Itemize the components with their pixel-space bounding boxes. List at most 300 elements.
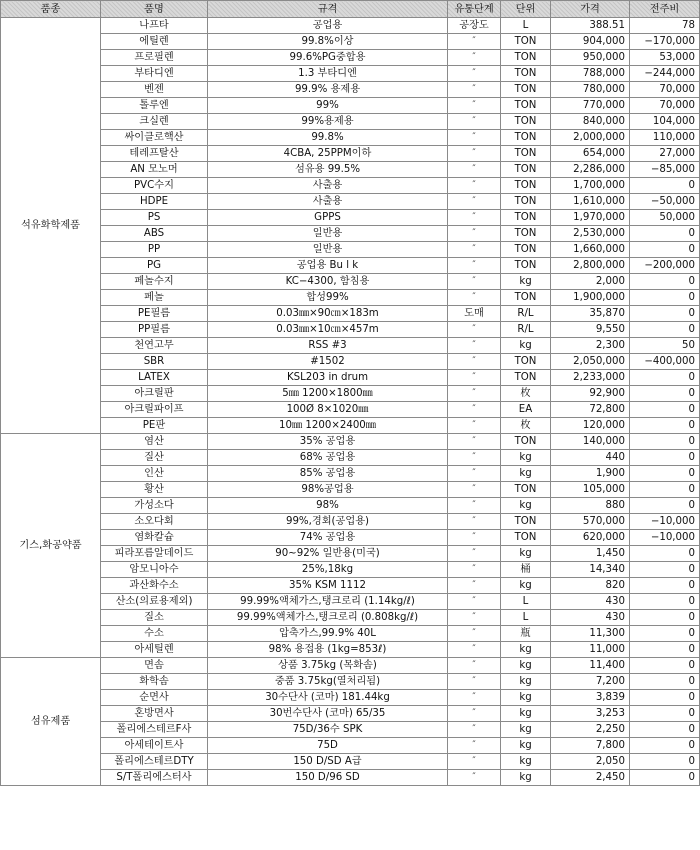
distribution-cell: ″ bbox=[448, 450, 501, 466]
unit-cell: TON bbox=[501, 354, 551, 370]
table-row bbox=[1, 322, 700, 338]
unit-cell: kg bbox=[501, 546, 551, 562]
table-row bbox=[1, 546, 700, 562]
price-cell: 1,700,000 bbox=[551, 178, 630, 194]
distribution-cell: ″ bbox=[448, 466, 501, 482]
table-row bbox=[1, 34, 700, 50]
price-cell: 1,900 bbox=[551, 466, 630, 482]
price-cell: 2,000,000 bbox=[551, 130, 630, 146]
table-row bbox=[1, 738, 700, 754]
spec-cell: 상품 3.75kg (목화솜) bbox=[208, 658, 448, 674]
price-cell: 2,300 bbox=[551, 338, 630, 354]
table-row bbox=[1, 722, 700, 738]
weekly-change-cell: −400,000 bbox=[630, 354, 700, 370]
price-cell: 770,000 bbox=[551, 98, 630, 114]
weekly-change-cell: 110,000 bbox=[630, 130, 700, 146]
weekly-change-cell: 0 bbox=[630, 434, 700, 450]
weekly-change-cell: 0 bbox=[630, 466, 700, 482]
item-name-cell: 크실렌 bbox=[101, 114, 208, 130]
price-cell: 1,900,000 bbox=[551, 290, 630, 306]
distribution-cell: ″ bbox=[448, 402, 501, 418]
spec-cell: 90~92% 일반용(미국) bbox=[208, 546, 448, 562]
table-row bbox=[1, 274, 700, 290]
distribution-cell: ″ bbox=[448, 66, 501, 82]
table-row bbox=[1, 418, 700, 434]
weekly-change-cell: −244,000 bbox=[630, 66, 700, 82]
item-name-cell: 염화칼슘 bbox=[101, 530, 208, 546]
item-name-cell: 산소(의료용제외) bbox=[101, 594, 208, 610]
price-cell: 2,000 bbox=[551, 274, 630, 290]
spec-cell: 99.8%이상 bbox=[208, 34, 448, 50]
header-category: 품종 bbox=[1, 1, 101, 18]
item-name-cell: 프로필렌 bbox=[101, 50, 208, 66]
weekly-change-cell: 0 bbox=[630, 562, 700, 578]
item-name-cell: PE필름 bbox=[101, 306, 208, 322]
spec-cell: 사출용 bbox=[208, 178, 448, 194]
distribution-cell: ″ bbox=[448, 610, 501, 626]
price-cell: 840,000 bbox=[551, 114, 630, 130]
table-body bbox=[1, 18, 700, 786]
price-cell: 430 bbox=[551, 594, 630, 610]
unit-cell: kg bbox=[501, 690, 551, 706]
item-name-cell: 과산화수소 bbox=[101, 578, 208, 594]
item-name-cell: 가성소다 bbox=[101, 498, 208, 514]
category-cell: 섬유제품 bbox=[1, 658, 101, 786]
item-name-cell: PG bbox=[101, 258, 208, 274]
distribution-cell: ″ bbox=[448, 226, 501, 242]
price-cell: 2,050 bbox=[551, 754, 630, 770]
spec-cell: 일반용 bbox=[208, 226, 448, 242]
spec-cell: 30번수단사 (코마) 65/35 bbox=[208, 706, 448, 722]
table-row bbox=[1, 242, 700, 258]
spec-cell: 75D bbox=[208, 738, 448, 754]
price-cell: 2,450 bbox=[551, 770, 630, 786]
spec-cell: 99.99%액체가스,탱크로리 (1.14kg/ℓ) bbox=[208, 594, 448, 610]
price-cell: 2,800,000 bbox=[551, 258, 630, 274]
header-spec: 규격 bbox=[208, 1, 448, 18]
table-row bbox=[1, 674, 700, 690]
weekly-change-cell: 0 bbox=[630, 594, 700, 610]
weekly-change-cell: 70,000 bbox=[630, 82, 700, 98]
table-row bbox=[1, 450, 700, 466]
unit-cell: kg bbox=[501, 338, 551, 354]
spec-cell: 압축가스,99.9% 40L bbox=[208, 626, 448, 642]
weekly-change-cell: −10,000 bbox=[630, 514, 700, 530]
item-name-cell: 질소 bbox=[101, 610, 208, 626]
price-cell: 1,970,000 bbox=[551, 210, 630, 226]
distribution-cell: ″ bbox=[448, 82, 501, 98]
table-row bbox=[1, 162, 700, 178]
distribution-cell: ″ bbox=[448, 578, 501, 594]
price-cell: 1,610,000 bbox=[551, 194, 630, 210]
spec-cell: 일반용 bbox=[208, 242, 448, 258]
unit-cell: kg bbox=[501, 738, 551, 754]
price-cell: 35,870 bbox=[551, 306, 630, 322]
distribution-cell: ″ bbox=[448, 706, 501, 722]
distribution-cell: ″ bbox=[448, 146, 501, 162]
unit-cell: kg bbox=[501, 450, 551, 466]
weekly-change-cell: 0 bbox=[630, 738, 700, 754]
unit-cell: kg bbox=[501, 770, 551, 786]
item-name-cell: PVC수지 bbox=[101, 178, 208, 194]
item-name-cell: HDPE bbox=[101, 194, 208, 210]
item-name-cell: PE판 bbox=[101, 418, 208, 434]
unit-cell: kg bbox=[501, 754, 551, 770]
table-row bbox=[1, 50, 700, 66]
header-price: 가격 bbox=[551, 1, 630, 18]
unit-cell: TON bbox=[501, 514, 551, 530]
weekly-change-cell: −10,000 bbox=[630, 530, 700, 546]
item-name-cell: 싸이클로핵산 bbox=[101, 130, 208, 146]
unit-cell: 瓶 bbox=[501, 626, 551, 642]
distribution-cell: ″ bbox=[448, 498, 501, 514]
spec-cell: 99.8% bbox=[208, 130, 448, 146]
item-name-cell: 아세테이트사 bbox=[101, 738, 208, 754]
price-cell: 2,250 bbox=[551, 722, 630, 738]
weekly-change-cell: 0 bbox=[630, 242, 700, 258]
distribution-cell: ″ bbox=[448, 562, 501, 578]
distribution-cell: ″ bbox=[448, 194, 501, 210]
header-distribution: 유통단계 bbox=[448, 1, 501, 18]
item-name-cell: 페놀 bbox=[101, 290, 208, 306]
item-name-cell: 폴리에스테르DTY bbox=[101, 754, 208, 770]
distribution-cell: ″ bbox=[448, 130, 501, 146]
unit-cell: TON bbox=[501, 50, 551, 66]
distribution-cell: ″ bbox=[448, 322, 501, 338]
distribution-cell: ″ bbox=[448, 434, 501, 450]
price-cell: 11,300 bbox=[551, 626, 630, 642]
table-row bbox=[1, 498, 700, 514]
distribution-cell: ″ bbox=[448, 354, 501, 370]
spec-cell: 99.6%PG중합용 bbox=[208, 50, 448, 66]
spec-cell: 합성99% bbox=[208, 290, 448, 306]
price-cell: 92,900 bbox=[551, 386, 630, 402]
table-row bbox=[1, 530, 700, 546]
weekly-change-cell: 70,000 bbox=[630, 98, 700, 114]
table-row bbox=[1, 194, 700, 210]
table-row bbox=[1, 98, 700, 114]
spec-cell: 30수단사 (코마) 181.44kg bbox=[208, 690, 448, 706]
distribution-cell: ″ bbox=[448, 50, 501, 66]
table-row bbox=[1, 642, 700, 658]
category-cell: 기스,화공약품 bbox=[1, 434, 101, 658]
table-row bbox=[1, 226, 700, 242]
item-name-cell: 부타디엔 bbox=[101, 66, 208, 82]
distribution-cell: ″ bbox=[448, 178, 501, 194]
weekly-change-cell: 0 bbox=[630, 498, 700, 514]
distribution-cell: ″ bbox=[448, 530, 501, 546]
price-cell: 1,450 bbox=[551, 546, 630, 562]
distribution-cell: ″ bbox=[448, 338, 501, 354]
price-cell: 140,000 bbox=[551, 434, 630, 450]
distribution-cell: ″ bbox=[448, 370, 501, 386]
item-name-cell: 아세틸렌 bbox=[101, 642, 208, 658]
distribution-cell: ″ bbox=[448, 738, 501, 754]
item-name-cell: 벤젠 bbox=[101, 82, 208, 98]
distribution-cell: ″ bbox=[448, 290, 501, 306]
item-name-cell: PP필름 bbox=[101, 322, 208, 338]
weekly-change-cell: 0 bbox=[630, 770, 700, 786]
distribution-cell: ″ bbox=[448, 482, 501, 498]
spec-cell: 0.03㎜×10㎝×457m bbox=[208, 322, 448, 338]
table-row bbox=[1, 290, 700, 306]
weekly-change-cell: −85,000 bbox=[630, 162, 700, 178]
item-name-cell: PP bbox=[101, 242, 208, 258]
distribution-cell: ″ bbox=[448, 98, 501, 114]
weekly-change-cell: 0 bbox=[630, 610, 700, 626]
spec-cell: #1502 bbox=[208, 354, 448, 370]
table-row bbox=[1, 434, 700, 450]
unit-cell: TON bbox=[501, 146, 551, 162]
spec-cell: 98% bbox=[208, 498, 448, 514]
price-cell: 72,800 bbox=[551, 402, 630, 418]
item-name-cell: 질산 bbox=[101, 450, 208, 466]
distribution-cell: ″ bbox=[448, 722, 501, 738]
spec-cell: 섬유용 99.5% bbox=[208, 162, 448, 178]
spec-cell: 150 D/96 SD bbox=[208, 770, 448, 786]
weekly-change-cell: −50,000 bbox=[630, 194, 700, 210]
weekly-change-cell: 50 bbox=[630, 338, 700, 354]
price-cell: 3,839 bbox=[551, 690, 630, 706]
header-weekly-change: 전주비 bbox=[630, 1, 700, 18]
item-name-cell: 암모니아수 bbox=[101, 562, 208, 578]
weekly-change-cell: 0 bbox=[630, 274, 700, 290]
spec-cell: 99% bbox=[208, 98, 448, 114]
spec-cell: 98%공업용 bbox=[208, 482, 448, 498]
price-cell: 430 bbox=[551, 610, 630, 626]
item-name-cell: PS bbox=[101, 210, 208, 226]
weekly-change-cell: 0 bbox=[630, 418, 700, 434]
price-cell: 105,000 bbox=[551, 482, 630, 498]
item-name-cell: S/T폴리에스터사 bbox=[101, 770, 208, 786]
unit-cell: kg bbox=[501, 706, 551, 722]
spec-cell: 중품 3.75kg(열처리됨) bbox=[208, 674, 448, 690]
price-cell: 2,233,000 bbox=[551, 370, 630, 386]
spec-cell: 0.03㎜×90㎝×183m bbox=[208, 306, 448, 322]
spec-cell: 75D/36수 SPK bbox=[208, 722, 448, 738]
unit-cell: kg bbox=[501, 722, 551, 738]
table-row bbox=[1, 82, 700, 98]
item-name-cell: 순면사 bbox=[101, 690, 208, 706]
price-cell: 11,400 bbox=[551, 658, 630, 674]
distribution-cell: ″ bbox=[448, 626, 501, 642]
table-row bbox=[1, 146, 700, 162]
weekly-change-cell: 0 bbox=[630, 706, 700, 722]
spec-cell: 25%,18kg bbox=[208, 562, 448, 578]
item-name-cell: 나프타 bbox=[101, 18, 208, 34]
price-cell: 11,000 bbox=[551, 642, 630, 658]
price-cell: 788,000 bbox=[551, 66, 630, 82]
item-name-cell: ABS bbox=[101, 226, 208, 242]
item-name-cell: 인산 bbox=[101, 466, 208, 482]
table-row bbox=[1, 354, 700, 370]
distribution-cell: ″ bbox=[448, 258, 501, 274]
spec-cell: 99.9% 용제용 bbox=[208, 82, 448, 98]
distribution-cell: 공장도 bbox=[448, 18, 501, 34]
table-row bbox=[1, 578, 700, 594]
item-name-cell: 아크릴판 bbox=[101, 386, 208, 402]
table-row bbox=[1, 178, 700, 194]
table-row bbox=[1, 386, 700, 402]
weekly-change-cell: 104,000 bbox=[630, 114, 700, 130]
distribution-cell: ″ bbox=[448, 162, 501, 178]
unit-cell: TON bbox=[501, 210, 551, 226]
unit-cell: R/L bbox=[501, 322, 551, 338]
table-row bbox=[1, 466, 700, 482]
item-name-cell: 에틸렌 bbox=[101, 34, 208, 50]
weekly-change-cell: 0 bbox=[630, 306, 700, 322]
spec-cell: 74% 공업용 bbox=[208, 530, 448, 546]
price-cell: 388.51 bbox=[551, 18, 630, 34]
distribution-cell: ″ bbox=[448, 546, 501, 562]
unit-cell: kg bbox=[501, 274, 551, 290]
table-row bbox=[1, 306, 700, 322]
unit-cell: 枚 bbox=[501, 386, 551, 402]
table-row bbox=[1, 130, 700, 146]
unit-cell: TON bbox=[501, 34, 551, 50]
price-cell: 780,000 bbox=[551, 82, 630, 98]
unit-cell: TON bbox=[501, 226, 551, 242]
spec-cell: 99%,경회(공업용) bbox=[208, 514, 448, 530]
item-name-cell: 피라포름알데이드 bbox=[101, 546, 208, 562]
table-row bbox=[1, 114, 700, 130]
price-cell: 9,550 bbox=[551, 322, 630, 338]
spec-cell: 150 D/SD A급 bbox=[208, 754, 448, 770]
weekly-change-cell: 0 bbox=[630, 690, 700, 706]
spec-cell: 4CBA, 25PPM이하 bbox=[208, 146, 448, 162]
weekly-change-cell: 27,000 bbox=[630, 146, 700, 162]
table-row bbox=[1, 626, 700, 642]
table-row bbox=[1, 210, 700, 226]
unit-cell: kg bbox=[501, 466, 551, 482]
item-name-cell: LATEX bbox=[101, 370, 208, 386]
unit-cell: TON bbox=[501, 290, 551, 306]
weekly-change-cell: 0 bbox=[630, 226, 700, 242]
unit-cell: TON bbox=[501, 258, 551, 274]
table-row bbox=[1, 706, 700, 722]
table-row bbox=[1, 610, 700, 626]
item-name-cell: 화학솜 bbox=[101, 674, 208, 690]
distribution-cell: ″ bbox=[448, 674, 501, 690]
weekly-change-cell: 0 bbox=[630, 642, 700, 658]
distribution-cell: ″ bbox=[448, 754, 501, 770]
distribution-cell: 도매 bbox=[448, 306, 501, 322]
distribution-cell: ″ bbox=[448, 514, 501, 530]
header-unit: 단위 bbox=[501, 1, 551, 18]
weekly-change-cell: 0 bbox=[630, 290, 700, 306]
distribution-cell: ″ bbox=[448, 242, 501, 258]
unit-cell: TON bbox=[501, 482, 551, 498]
spec-cell: GPPS bbox=[208, 210, 448, 226]
unit-cell: TON bbox=[501, 66, 551, 82]
unit-cell: kg bbox=[501, 642, 551, 658]
price-cell: 7,200 bbox=[551, 674, 630, 690]
distribution-cell: ″ bbox=[448, 34, 501, 50]
weekly-change-cell: 0 bbox=[630, 674, 700, 690]
price-cell: 7,800 bbox=[551, 738, 630, 754]
unit-cell: TON bbox=[501, 98, 551, 114]
weekly-change-cell: 0 bbox=[630, 450, 700, 466]
weekly-change-cell: 0 bbox=[630, 482, 700, 498]
category-cell: 석유화학제품 bbox=[1, 18, 101, 434]
table-row bbox=[1, 402, 700, 418]
item-name-cell: 천연고무 bbox=[101, 338, 208, 354]
table-row bbox=[1, 514, 700, 530]
item-name-cell: 염산 bbox=[101, 434, 208, 450]
spec-cell: 5㎜ 1200×1800㎜ bbox=[208, 386, 448, 402]
distribution-cell: ″ bbox=[448, 690, 501, 706]
spec-cell: 99.99%액체가스,탱크로리 (0.808kg/ℓ) bbox=[208, 610, 448, 626]
spec-cell: 공업용 Bu l k bbox=[208, 258, 448, 274]
distribution-cell: ″ bbox=[448, 418, 501, 434]
distribution-cell: ″ bbox=[448, 594, 501, 610]
unit-cell: 桶 bbox=[501, 562, 551, 578]
unit-cell: 枚 bbox=[501, 418, 551, 434]
spec-cell: 35% 공업용 bbox=[208, 434, 448, 450]
unit-cell: TON bbox=[501, 82, 551, 98]
weekly-change-cell: −200,000 bbox=[630, 258, 700, 274]
item-name-cell: AN 모노머 bbox=[101, 162, 208, 178]
unit-cell: TON bbox=[501, 130, 551, 146]
unit-cell: kg bbox=[501, 658, 551, 674]
price-cell: 570,000 bbox=[551, 514, 630, 530]
unit-cell: TON bbox=[501, 162, 551, 178]
spec-cell: KSL203 in drum bbox=[208, 370, 448, 386]
weekly-change-cell: 0 bbox=[630, 370, 700, 386]
weekly-change-cell: 0 bbox=[630, 754, 700, 770]
price-cell: 120,000 bbox=[551, 418, 630, 434]
weekly-change-cell: 0 bbox=[630, 658, 700, 674]
table-row bbox=[1, 370, 700, 386]
table-row bbox=[1, 770, 700, 786]
price-cell: 440 bbox=[551, 450, 630, 466]
distribution-cell: ″ bbox=[448, 386, 501, 402]
distribution-cell: ″ bbox=[448, 642, 501, 658]
spec-cell: 85% 공업용 bbox=[208, 466, 448, 482]
weekly-change-cell: 0 bbox=[630, 386, 700, 402]
price-cell: 654,000 bbox=[551, 146, 630, 162]
spec-cell: 98% 용접용 (1kg=853ℓ) bbox=[208, 642, 448, 658]
table-row bbox=[1, 482, 700, 498]
item-name-cell: SBR bbox=[101, 354, 208, 370]
price-cell: 820 bbox=[551, 578, 630, 594]
table-row bbox=[1, 258, 700, 274]
weekly-change-cell: 0 bbox=[630, 626, 700, 642]
item-name-cell: 면솜 bbox=[101, 658, 208, 674]
price-cell: 2,530,000 bbox=[551, 226, 630, 242]
price-cell: 2,050,000 bbox=[551, 354, 630, 370]
table-row bbox=[1, 754, 700, 770]
table-row bbox=[1, 562, 700, 578]
unit-cell: L bbox=[501, 18, 551, 34]
distribution-cell: ″ bbox=[448, 274, 501, 290]
unit-cell: kg bbox=[501, 674, 551, 690]
table-row bbox=[1, 66, 700, 82]
weekly-change-cell: 78 bbox=[630, 18, 700, 34]
unit-cell: TON bbox=[501, 242, 551, 258]
unit-cell: R/L bbox=[501, 306, 551, 322]
header-item: 품명 bbox=[101, 1, 208, 18]
table-row bbox=[1, 18, 700, 34]
spec-cell: 1.3 부타디엔 bbox=[208, 66, 448, 82]
price-cell: 14,340 bbox=[551, 562, 630, 578]
unit-cell: L bbox=[501, 610, 551, 626]
price-cell: 2,286,000 bbox=[551, 162, 630, 178]
weekly-change-cell: 0 bbox=[630, 402, 700, 418]
price-cell: 880 bbox=[551, 498, 630, 514]
item-name-cell: 테레프탈산 bbox=[101, 146, 208, 162]
unit-cell: TON bbox=[501, 434, 551, 450]
